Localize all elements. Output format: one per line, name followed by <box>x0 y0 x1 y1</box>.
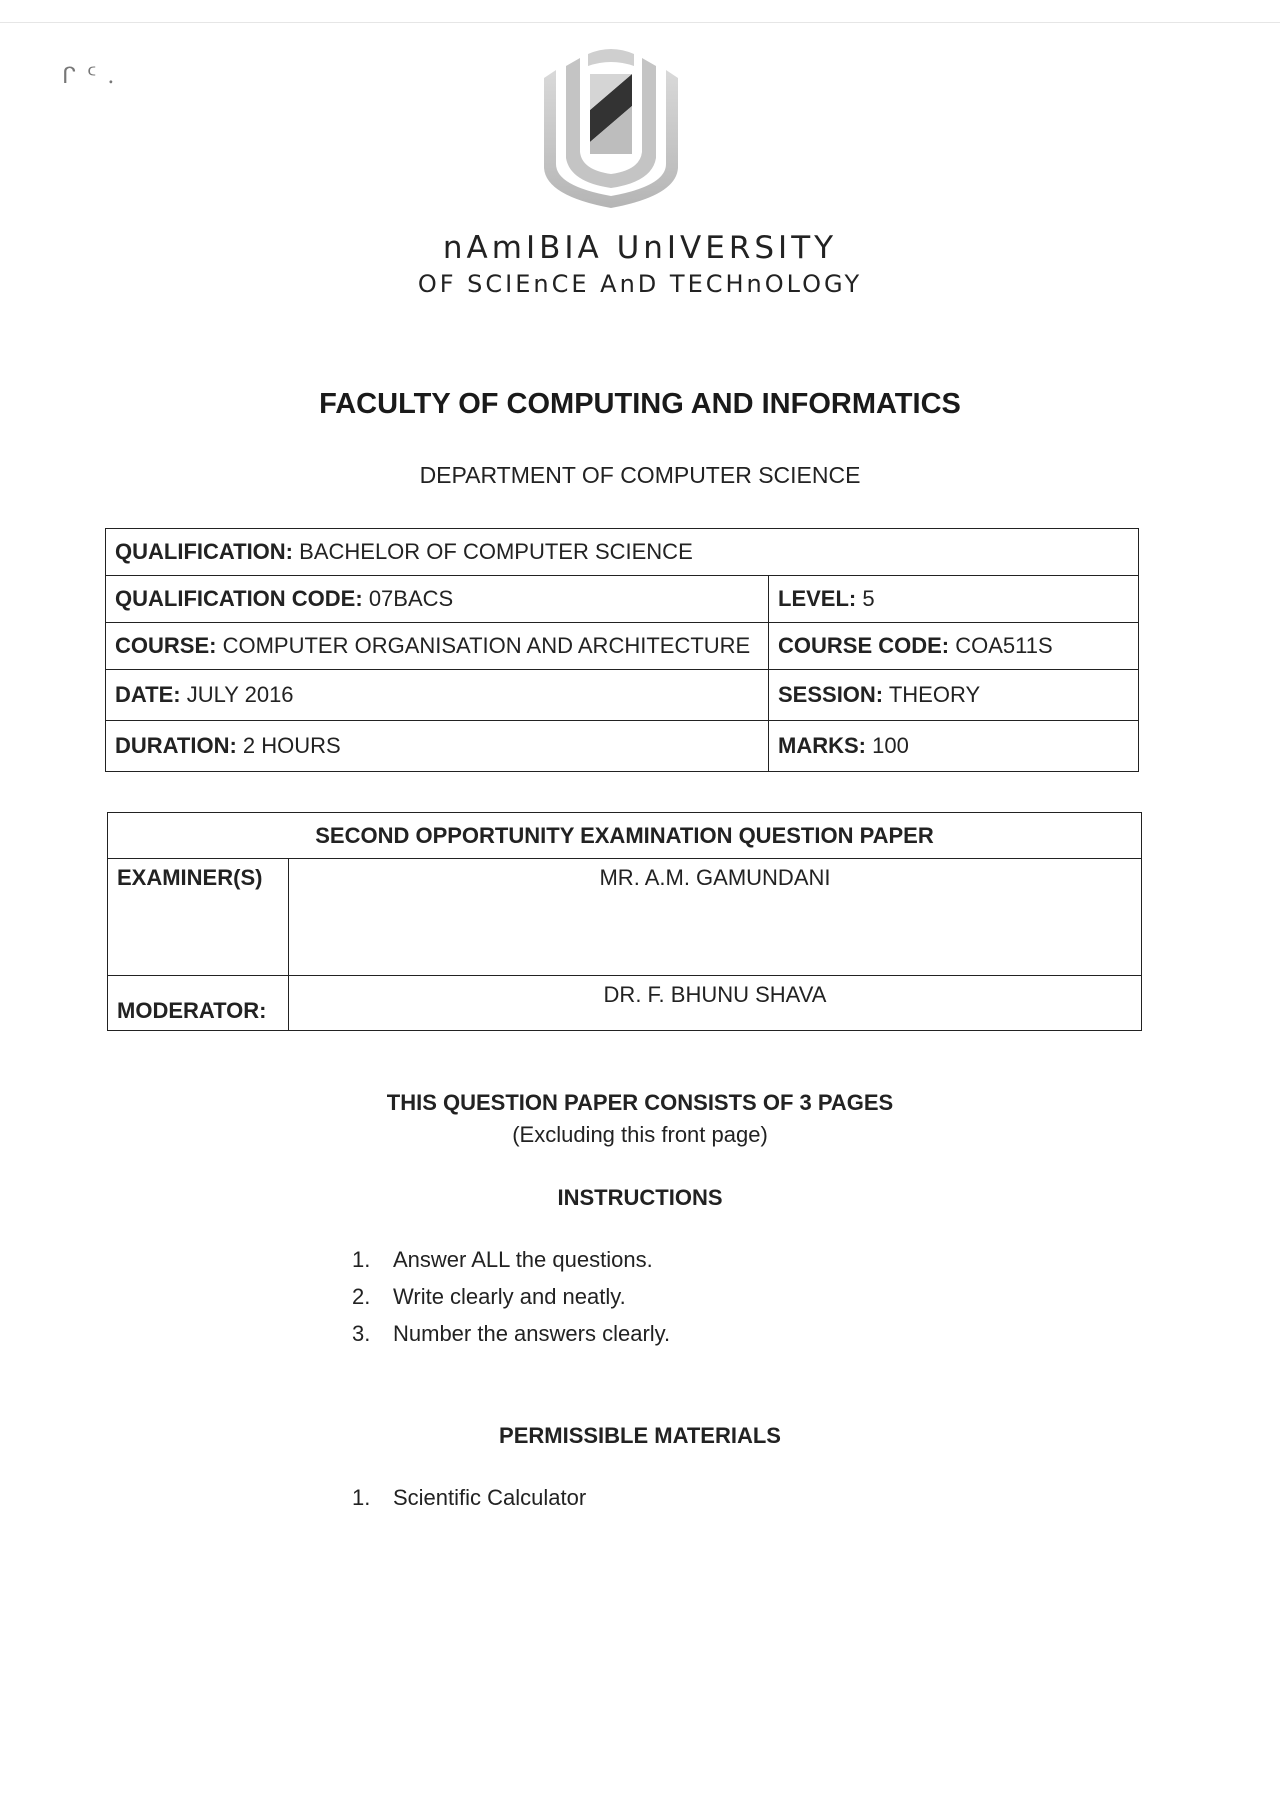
list-item <box>352 1321 670 1358</box>
examiner-label: EXAMINER(S) <box>108 859 289 976</box>
list-item-number: 1. <box>352 1485 371 1510</box>
level-value: 5 <box>862 586 875 611</box>
course-cell <box>106 623 769 670</box>
course-details-table <box>105 528 1139 772</box>
qualification-code-label: QUALIFICATION CODE: <box>115 586 363 611</box>
materials-list <box>352 1485 586 1522</box>
date-cell <box>106 670 769 721</box>
list-item-text: Answer ALL the questions. <box>393 1247 653 1272</box>
qualification-label: QUALIFICATION: <box>115 539 294 564</box>
handwritten-mark: ᒋ ᑦ . <box>62 64 117 89</box>
session-value: THEORY <box>888 682 981 707</box>
moderator-label: MODERATOR: <box>108 976 289 1031</box>
list-item-text: Scientific Calculator <box>393 1485 587 1510</box>
materials-heading: PERMISSIBLE MATERIALS <box>499 1423 781 1448</box>
qualification-code-value: 07BACS <box>368 586 454 611</box>
department-title: DEPARTMENT OF COMPUTER SCIENCE <box>419 462 861 488</box>
course-label: COURSE: <box>115 633 217 658</box>
level-cell <box>769 576 1139 623</box>
instructions-heading: INSTRUCTIONS <box>557 1185 723 1210</box>
university-name: nAmIBIA UnIVERSITY <box>442 230 838 266</box>
date-label: DATE: <box>115 682 181 707</box>
session-cell <box>769 670 1139 721</box>
duration-label: DURATION: <box>115 733 237 758</box>
level-label: LEVEL: <box>778 586 857 611</box>
course-code-cell <box>769 623 1139 670</box>
list-item <box>352 1485 586 1522</box>
instructions-list <box>352 1247 670 1358</box>
faculty-title: FACULTY OF COMPUTING AND INFORMATICS <box>319 388 961 420</box>
list-item-text: Number the answers clearly. <box>393 1321 671 1346</box>
course-value: COMPUTER ORGANISATION AND ARCHITECTURE <box>222 633 751 658</box>
marks-value: 100 <box>872 733 909 758</box>
course-code-label: COURSE CODE: <box>778 633 950 658</box>
examiners-table <box>107 812 1142 1031</box>
examiner-value: MR. A.M. GAMUNDANI <box>289 859 1142 976</box>
list-item-number: 3. <box>352 1321 371 1346</box>
duration-value: 2 HOURS <box>242 733 341 758</box>
duration-cell <box>106 721 769 772</box>
marks-label: MARKS: <box>778 733 866 758</box>
session-label: SESSION: <box>778 682 884 707</box>
list-item-number: 2. <box>352 1284 371 1309</box>
university-subtitle: OF SCIEnCE AnD TECHnOLOGY <box>417 270 863 298</box>
list-item-text: Write clearly and neatly. <box>393 1284 626 1309</box>
moderator-value: DR. F. BHUNU SHAVA <box>289 976 1142 1031</box>
exam-paper-heading: SECOND OPPORTUNITY EXAMINATION QUESTION PAPER <box>108 813 1142 859</box>
qualification-code-cell <box>106 576 769 623</box>
course-code-value: COA511S <box>955 633 1053 658</box>
date-value: JULY 2016 <box>186 682 294 707</box>
page-count-note: THIS QUESTION PAPER CONSISTS OF 3 PAGES <box>386 1090 894 1115</box>
university-logo <box>536 46 686 211</box>
marks-cell <box>769 721 1139 772</box>
qualification-cell <box>106 529 1139 576</box>
scan-edge-line <box>0 22 1280 23</box>
list-item-number: 1. <box>352 1247 371 1272</box>
list-item <box>352 1247 670 1284</box>
page-count-subnote: (Excluding this front page) <box>512 1122 768 1147</box>
list-item <box>352 1284 670 1321</box>
qualification-value: BACHELOR OF COMPUTER SCIENCE <box>299 539 693 564</box>
